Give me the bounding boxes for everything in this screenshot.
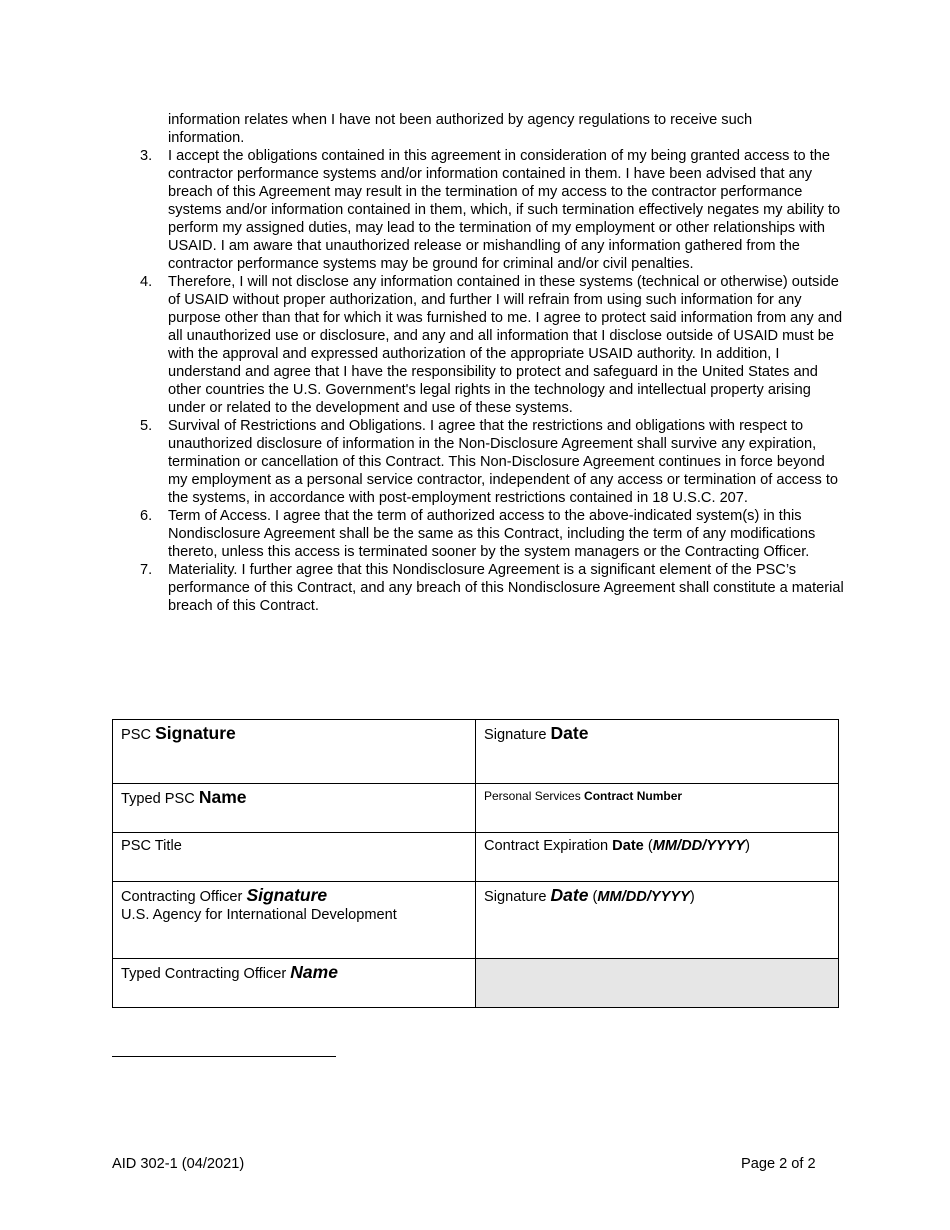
clause-item xyxy=(112,417,844,507)
clause-number: 3. xyxy=(140,148,153,164)
clause-text: Term of Access. I agree that the term of authorized access to the above-indicated system(s) in this Nondisclosure Agreement shall be the same as this Contract, including the term of any modifications thereto, unless this access is terminated sooner by the system managers or the Contracting Officer. xyxy=(168,508,816,560)
psc-signature-field[interactable] xyxy=(113,720,476,784)
field-label: Signature xyxy=(484,889,551,905)
footnote-divider xyxy=(112,1056,336,1057)
field-label-emphasis: Name xyxy=(290,962,338,982)
field-label: Typed Contracting Officer xyxy=(121,966,291,982)
field-label: Personal Services xyxy=(484,789,585,803)
contract-expiration-date-field[interactable] xyxy=(476,833,839,882)
clause-item xyxy=(112,507,844,561)
clause-item xyxy=(112,147,844,273)
date-format-hint: MM/DD/YYYY xyxy=(652,838,746,854)
form-identifier: AID 302-1 (04/2021) xyxy=(112,1156,245,1172)
page-number: Page 2 of 2 xyxy=(741,1156,816,1172)
field-label-emphasis: Signature xyxy=(246,885,328,905)
typed-psc-name-field[interactable] xyxy=(113,784,476,833)
field-label-emphasis: Name xyxy=(198,787,247,807)
signature-date-field[interactable] xyxy=(476,720,839,784)
field-label-emphasis: Date xyxy=(612,838,644,854)
field-label: PSC xyxy=(121,727,156,743)
continuation-paragraph: information relates when I have not been authorized by agency regulations to receive such information. xyxy=(168,112,753,146)
paren-open: ( xyxy=(643,838,653,854)
clause-number: 7. xyxy=(140,562,153,578)
field-label: Contract Expiration xyxy=(484,838,613,854)
field-label-emphasis: Signature xyxy=(155,723,236,743)
clause-number: 6. xyxy=(140,508,153,524)
clause-text: Survival of Restrictions and Obligations. I agree that the restrictions and obligations with respect to unauthorized disclosure of information in the Non-Disclosure Agreement shall survive any expiration, termination or cancellation of this Contract. This Non-Disclosure Agreement continues in force beyond my employment as a personal service contractor, independent of any access or termination of access to the systems, in accordance with post-employment restrictions contained in 18 U.S.C. 207. xyxy=(168,418,839,506)
clause-text: I accept the obligations contained in this agreement in consideration of my being granted access to the contractor performance systems and/or information contained in them. I have been advised that any breach of this Agreement may result in the termination of my access to the contractor performance systems and/or information contained in them, which, if such termination effectively negates my ability to perform my assigned duties, may lead to the termination of my employment or other relationships with USAID. I am aware that unauthorized release or mishandling of any information gathered from the contractor performance systems may be ground for criminal and/or civil penalties. xyxy=(168,148,841,272)
paren-close: ) xyxy=(689,889,695,905)
clause-item xyxy=(112,273,844,417)
date-format-hint: MM/DD/YYYY xyxy=(597,889,690,905)
contract-number-field[interactable] xyxy=(476,784,839,833)
clause-number: 5. xyxy=(140,418,153,434)
paren-open: ( xyxy=(588,889,598,905)
agency-name: U.S. Agency for International Development xyxy=(121,907,397,923)
agreement-clauses xyxy=(112,147,844,615)
psc-title-field[interactable] xyxy=(113,833,476,882)
signature-form xyxy=(112,719,839,1008)
co-signature-field[interactable] xyxy=(113,882,476,959)
field-label: PSC Title xyxy=(121,838,182,854)
field-label-emphasis: Date xyxy=(550,723,589,743)
field-label: Contracting Officer xyxy=(121,889,247,905)
paren-close: ) xyxy=(745,838,751,854)
shaded-empty-cell xyxy=(476,959,839,1008)
field-label-emphasis: Date xyxy=(550,885,589,905)
clause-number: 4. xyxy=(140,274,153,290)
field-label: Typed PSC xyxy=(121,791,199,807)
clause-item xyxy=(112,561,844,615)
field-label-emphasis: Contract Number xyxy=(584,789,683,803)
co-signature-date-field[interactable] xyxy=(476,882,839,959)
typed-co-name-field[interactable] xyxy=(113,959,476,1008)
clause-text: Materiality. I further agree that this Nondisclosure Agreement is a significant element of the PSC’s performance of this Contract, and any breach of this Nondisclosure Agreement shall constitute a material breach of this Contract. xyxy=(168,562,844,614)
field-label: Signature xyxy=(484,727,551,743)
clause-text: Therefore, I will not disclose any information contained in these systems (technical or otherwise) outside of USAID without proper authorization, and further I will refrain from using such information for any purpose other than that for which it was furnished to me. I agree to protect said information from any and all unauthorized use or disclosure, and any and all information that I disclose outside of USAID must be with the approval and expressed authorization of the appropriate USAID authority. In addition, I understand and agree that I have the responsibility to protect and safeguard in the United States and other countries the U.S. Government's legal rights in the technology and intellectual property arising under or related to the development and use of these systems. xyxy=(168,274,843,416)
